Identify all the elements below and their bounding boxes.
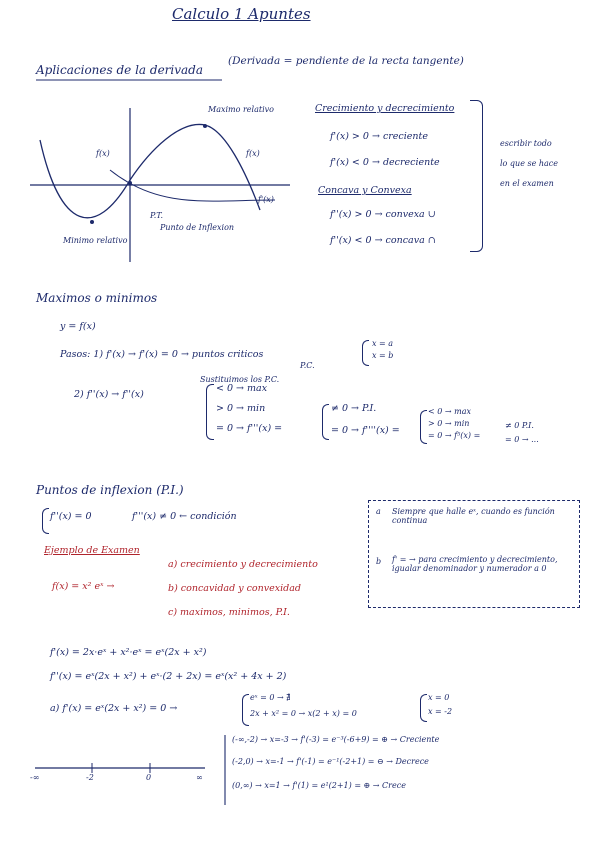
third-zero: = 0 → f''''(x) = [331,425,400,436]
inflection-cond1: f''(x) = 0 [50,511,92,522]
fifth-zero: = 0 → ... [505,435,539,444]
third-deriv-brace [322,404,329,440]
rule-decreciente: f'(x) < 0 → decreciente [330,157,440,168]
example-fx: f(x) = x² eˣ → [52,581,115,592]
graph-pt: P.T. [150,211,164,220]
inflection-point [128,181,132,185]
tip-b-marker: b [376,557,382,566]
graph-min-label: Minimo relativo [63,236,128,245]
rule-creciente: f'(x) > 0 → creciente [330,131,428,142]
solution-quadratic: 2x + x² = 0 → x(2 + x) = 0 [250,709,357,718]
third-pi: ≠ 0 → P.I. [331,403,377,414]
root-neg2: x = -2 [428,707,453,716]
example-part-a: a) crecimiento y decrecimiento [168,559,318,570]
interval-1: (-∞,-2) → x=-3 → f'(-3) = e⁻³(-6+9) = ⊕ → Creciente [232,735,440,744]
graph-fx-left: f(x) [96,149,110,158]
graph-inflection: Punto de Inflexion [160,223,235,232]
axis-neg2: -2 [86,773,94,782]
y-equation: y = f(x) [60,321,96,332]
example-label: Ejemplo de Examen [44,545,140,556]
crit-brace [362,340,369,366]
axis-neg-inf: -∞ [30,773,40,782]
case-zero: = 0 → f'''(x) = [216,423,283,434]
interval-3: (0,∞) → x=1 → f'(1) = e¹(2+1) = ⊕ → Crece [232,781,406,790]
interval-2: (-2,0) → x=-1 → f'(-1) = e⁻¹(-2+1) = ⊖ → Decrece [232,757,429,766]
solution-part-a: a) f'(x) = eˣ(2x + x²) = 0 → [50,703,178,714]
rule-convexa: f''(x) > 0 → convexa ∪ [330,209,436,220]
derivative-note: (Derivada = pendiente de la recta tangente) [228,55,464,67]
growth-heading: Crecimiento y decrecimiento [315,103,455,114]
case-min: > 0 → min [216,403,266,414]
extrema-heading: Maximos o minimos [36,291,158,305]
tip-derivative: f' = → para crecimiento y decrecimiento, igualar denominador y numerador a 0 [392,555,558,573]
inflection-heading: Puntos de inflexion (P.I.) [36,483,184,497]
solution-brace [242,694,249,726]
solution-first-derivative: f'(x) = 2x·eˣ + x²·eˣ = eˣ(2x + x²) [50,647,207,658]
inflection-cond-brace [42,508,49,534]
crit-b: x = b [372,351,394,360]
rules-brace [470,100,483,252]
fourth-zero: = 0 → f⁵(x) = [428,431,481,440]
max-point [203,124,207,128]
side-note-1: escribir todo [500,139,552,148]
graph-max-label: Maximo relativo [208,105,274,114]
concavity-heading: Concava y Convexa [318,185,412,196]
fourth-min: > 0 → min [428,419,470,428]
rule-concava: f''(x) < 0 → concava ∩ [330,235,436,246]
pc-label: P.C. [300,361,315,370]
roots-brace [420,694,427,722]
tip-continuous: Siempre que halle eˣ, cuando es función continua [392,507,555,525]
min-point [90,220,94,224]
side-note-3: en el examen [500,179,554,188]
extrema-step1: Pasos: 1) f'(x) → f'(x) = 0 → puntos criticos [60,349,264,360]
fifth-pi: ≠ 0 P.I. [505,421,534,430]
subst-note: Sustituimos los P.C. [200,375,280,384]
page-title: Calculo 1 Apuntes [172,5,311,23]
tip-a-marker: a [376,507,381,516]
inflection-cond2: f'''(x) ≠ 0 ← condición [132,511,237,522]
fourth-max: < 0 → max [428,407,471,416]
graph-fx-right: f(x) [246,149,260,158]
applications-heading: Aplicaciones de la derivada [36,63,204,77]
axis-zero: 0 [146,773,152,782]
fx-curve [40,124,260,217]
side-note-2: lo que se hace [500,159,558,168]
example-part-b: b) concavidad y convexidad [168,583,301,594]
example-part-c: c) maximos, minimos, P.I. [168,607,290,618]
crit-a: x = a [372,339,394,348]
case-max: < 0 → max [216,383,268,394]
solution-exp-zero: eˣ = 0 → ∄ [250,693,291,702]
axis-inf: ∞ [196,773,203,782]
graph-fprime: f'(x) [258,195,274,204]
root-zero: x = 0 [428,693,450,702]
solution-second-derivative: f''(x) = eˣ(2x + x²) + eˣ·(2 + 2x) = eˣ(x² + 4x + 2) [50,671,287,682]
fourth-deriv-brace [420,410,427,444]
extrema-step2: 2) f''(x) → f''(x) [74,389,144,400]
second-deriv-brace [206,384,214,440]
